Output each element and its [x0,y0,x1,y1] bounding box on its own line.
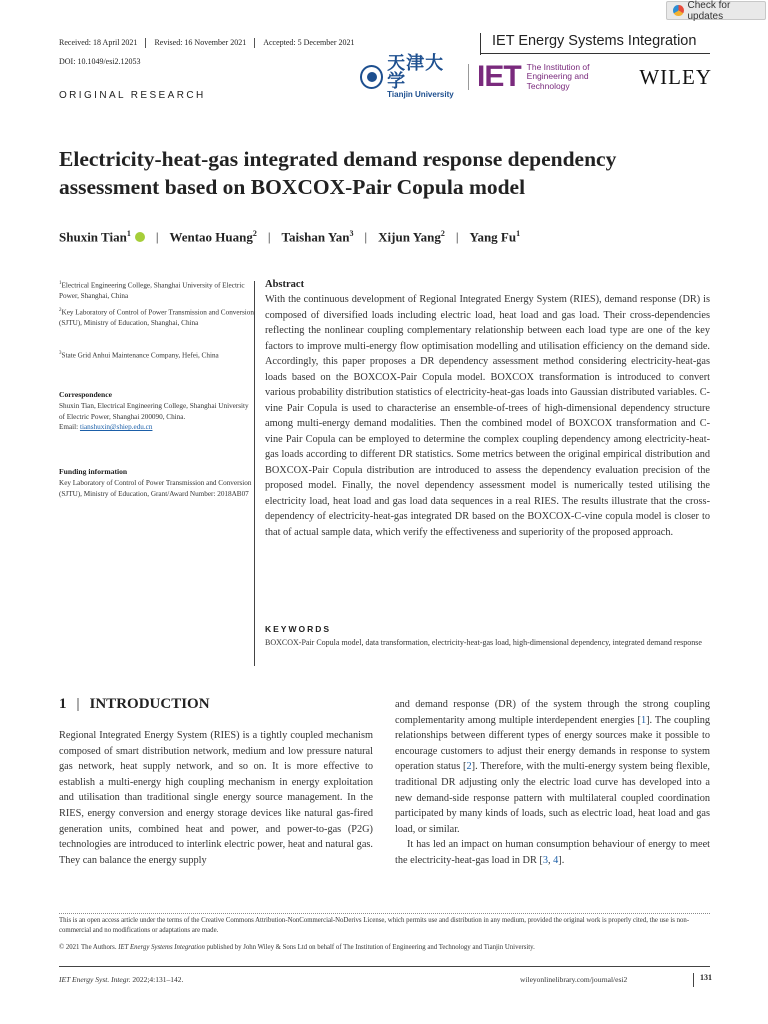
copyright-notice: © 2021 The Authors. IET Energy Systems Integration published by John Wiley & Sons Ltd on behalf of The Institution of Engineering and Technology and Tianjin University. [59,944,535,951]
section-title: INTRODUCTION [89,696,210,712]
separator [145,38,146,48]
author-separator: | [267,229,271,245]
author[interactable]: Shuxin Tian$^1$ [59,229,131,245]
iet-logo: IET [476,60,521,93]
tianjin-university-logo [387,55,460,99]
author[interactable]: Wentao Huang$^2$ [169,229,257,245]
author-separator: | [155,229,159,245]
citation-link[interactable]: 4 [553,854,559,866]
tianjin-university-seal-icon [360,65,383,89]
affiliation: $^2$Key Laboratory of Control of Power Transmission and Conversion (SJTU), Ministry of Education, Shanghai, China [59,308,254,328]
intro-paragraph: It has led an impact on human consumption behaviour of energy to meet the electricity-heat-gas load in DR [3, 4]. [395,839,710,866]
revised-date: Revised: 16 November 2021 [154,38,247,47]
header-rule [480,53,710,54]
separator [254,38,255,48]
accepted-date: Accepted: 5 December 2021 [263,38,355,47]
journal-url[interactable]: wileyonlinelibrary.com/journal/esi2 [520,975,628,984]
author[interactable]: Yang Fu$^1$ [469,229,521,245]
author-separator: | [364,229,368,245]
column-divider [254,281,255,666]
author-list [59,229,520,245]
page-number: 131 [693,973,712,987]
publisher-logos [360,53,712,99]
journal-name: IET Energy Systems Integration [492,33,697,49]
section-separator: | [76,696,80,712]
funding-info [59,467,254,499]
check-for-updates-button[interactable] [666,1,766,20]
license-notice: This is an open access article under the terms of the Creative Commons Attribution-NonCommercial-NoDerivs License, which permits use and distribution in any medium, provided the original work is properly cited, the use is non-commercial and no modifications or adaptations are made. [59,917,690,934]
author-separator: | [455,229,459,245]
crossmark-icon [673,5,684,16]
affiliation: $^3$State Grid Anhui Maintenance Company, Hefei, China [59,351,219,360]
correspondence-text: Shuxin Tian, Electrical Engineering College, Shanghai University of Electric Power, Shanghai 200090, China. [59,401,249,421]
citation-link[interactable]: 2 [466,761,472,773]
tju-chinese-name: 天津大学 [387,53,445,92]
article-type: ORIGINAL RESEARCH [59,90,206,101]
citation-link[interactable]: 3 [542,854,548,866]
title-line-1: Electricity-heat-gas integrated demand response dependency [59,147,617,171]
footnote-divider [59,913,710,914]
received-date: Received: 18 April 2021 [59,38,138,47]
article-title [59,145,699,201]
iet-subtitle-line1: The Institution of [526,61,590,72]
section-number: 1 [59,696,67,712]
keywords-text: BOXCOX-Pair Copula model, data transformation, electricity-heat-gas load, high-dimensional dependency, integrated demand response [265,638,702,647]
email-link[interactable]: tianshuxin@shiep.edu.cn [79,423,153,432]
article-history [59,38,355,48]
intro-column-2 [395,697,710,869]
correspondence-heading: Correspondence [59,390,113,399]
funding-heading: Funding information [59,467,128,476]
logo-divider [468,64,469,90]
keywords-heading: KEYWORDS [265,624,332,634]
section-heading [59,696,210,713]
wiley-logo: WILEY [639,64,712,89]
intro-column-1: Regional Integrated Energy System (RIES) is a tightly coupled mechanism composed of smart distribution network, medium and low pressure natural gas network, heat supply network, and so on. It is more effective to establish a multi-energy high coupling mechanism in energy exploitation and utilisation than traditional single energy source management. In the RIES, energy conversion and energy storage devices like natural gas-fired generation units, combined heat and power, and power-to-gas (P2G) technologies are introduced to interlink electric power, heat and natural gas. They can balance the energy supply [59,730,373,866]
author[interactable]: Taishan Yan$^3$ [281,229,354,245]
footer-rule [59,966,710,967]
tju-english-name: Tianjin University [387,90,454,99]
check-for-updates-label: Check for updates [687,0,731,22]
orcid-icon[interactable] [135,232,145,242]
intro-paragraph: and demand response (DR) of the system through the strong coupling complementarity among multiple interdependent energies [1]. The coupling relationships between different types of energy sources make it possible to encourage customers to adjust their energy demands in response to system operation status [2]. Therefore, with the multi-energy system being flexible, traditional DR adjusting only the electric load curve has developed into a new demand-side response pattern with multilateral coupled coordination participated by many kinds of loads, such as electric load, heat load and gas load, or similar. [395,699,710,835]
abstract-heading: Abstract [265,279,305,290]
author[interactable]: Xijun Yang$^2$ [378,229,445,245]
correspondence-email: Email: tianshuxin@shiep.edu.cn [59,423,153,432]
correspondence [59,390,254,433]
title-line-2: assessment based on BOXCOX-Pair Copula model [59,175,526,199]
doi[interactable]: DOI: 10.1049/esi2.12053 [59,57,141,66]
iet-subtitle-line2: Engineering and Technology [526,71,589,91]
funding-text: Key Laboratory of Control of Power Transmission and Conversion (SJTU), Ministry of Education, Grant/Award Number: 2018AB07 [59,478,252,498]
citation: IET Energy Syst. Integr. 2022;4:131–142. [59,975,184,984]
abstract-text: With the continuous development of Regional Integrated Energy System (RIES), demand response (DR) is composed of diversified loads including electric load, heat load and gas load. Their cross-dependencies reflecting the nonlinear coupling complementary relationship between each load type are one of the key factors to improve multi-energy flow optimisation modelling and utilisation efficiency on the demand side. Accordingly, this paper proposes a DR dependency assessment method considering electricity-heat-gas loads based on the BOXCOX-Pair Copula model. BOXCOX transformation is introduced to convert various probability distribution statistics of electricity-heat-gas loads into Gaussian distributed variables. C-vine Pair Copula is used to characterise an ensemble-of-trees of high-dimensional dependency structure among multi-energy demand modalities. Then the combined model of BOXCOX transformation and C-vine Pair Copula can be employed to determine the complex coupling dependency among electricity-heat-gas loads according to different DR statistics. Some metrics between the original empirical distribution and BOXCOX-Pair Copula distribution are introduced to assess the dependency evaluation precision of the proposed model. Finally, the novel dependency assessment model is numerically tested utilising the electricity load, heat load and gas load data sequences in a real RIES. The results illustrate that the cross-dependency of electricity-heat-gas integrated DR based on the BOXCOX-C-vine copula model is closer to that of actual sample data, which verify the effectiveness and superiority of the proposed approach. [265,294,710,538]
iet-subtitle [527,63,630,91]
affiliation: $^1$Electrical Engineering College, Shanghai University of Electric Power, Shanghai, China [59,281,245,301]
citation-link[interactable]: 1 [640,714,647,726]
